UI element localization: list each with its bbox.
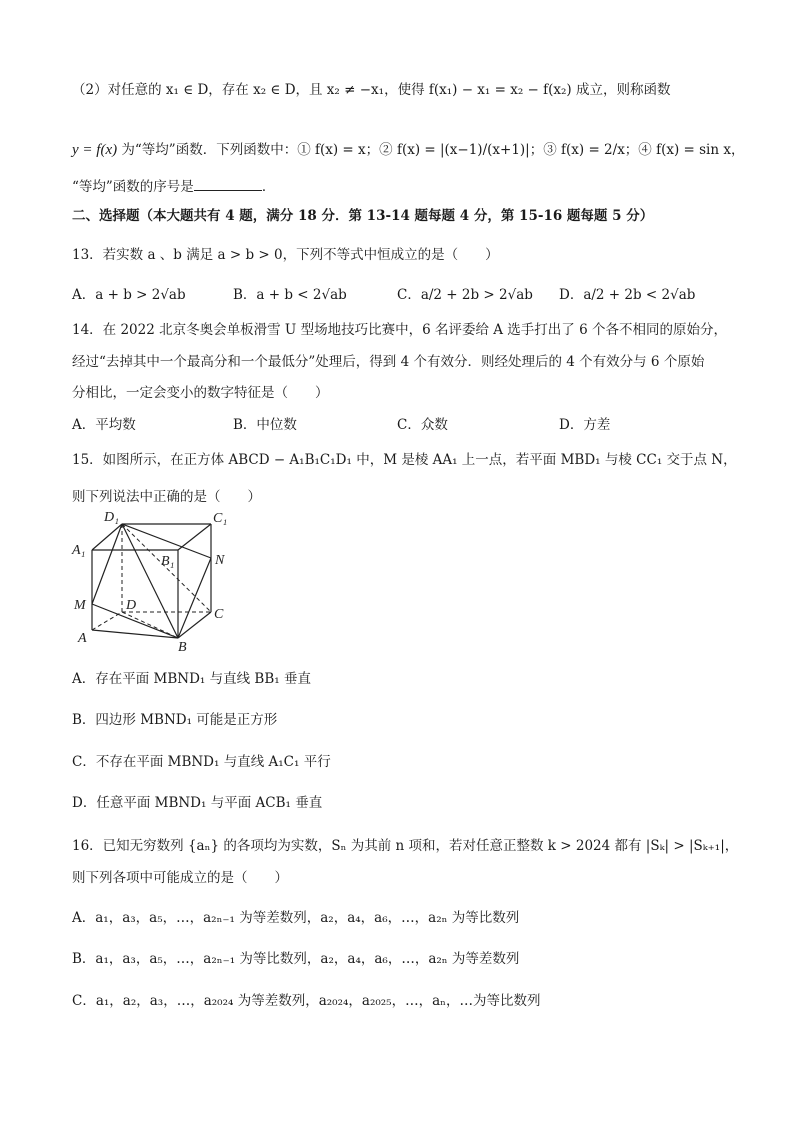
q14-option-c[interactable]: C．众数 [397,417,448,433]
segment-d1m [92,524,122,604]
q14-line1: 14．在 2022 北京冬奥会单板滑雪 U 型场地技巧比赛中，6 名评委给 A 选手打出了 6 个各不相同的原始分， [72,322,727,338]
q16-option-a[interactable]: A．a₁，a₃，a₅，…，a₂ₙ₋₁ 为等差数列，a₂，a₄，a₆，…，a₂ₙ 为等比数列 [72,910,520,926]
label-b1: B₁ [161,554,175,569]
label-m: M [74,598,86,613]
label-b: B [178,640,187,653]
q14-line3: 分相比，一定会变小的数字特征是（ ） [72,385,329,401]
label-c1: C₁ [213,511,228,526]
edge-ad-hidden [92,612,122,630]
segment-nb [178,558,211,638]
label-n: N [215,553,225,568]
q12-line3: “等均”函数的序号是 ． [72,179,276,195]
q13-stem: 13．若实数 a 、b 满足 a > b > 0，下列不等式中恒成立的是（ ） [72,247,499,263]
q12-line1: （2）对任意的 x₁ ∈ D，存在 x₂ ∈ D，且 x₂ ≠ −x₁，使得 f(x₁) − x₁ = x₂ − f(x₂) 成立，则称函数 [72,82,671,98]
edge-ab [92,630,178,638]
q12-answer-prompt: “等均”函数的序号是 [72,179,194,195]
q12-function-list: 为“等均”函数．下列函数中：① f(x) = x；② f(x) = |(x−1)/(x+1)|；③ f(x) = 2/x；④ f(x) = sin x， [121,142,745,158]
q14-line2: 经过“去掉其中一个最高分和一个最低分”处理后，得到 4 个有效分．则经处理后的 4 个有效分与 6 个原始 [72,354,705,370]
cube-figure [68,508,238,653]
label-a1: A₁ [72,543,86,558]
q16-line1: 16．已知无穷数列 {aₙ} 的各项均为实数，Sₙ 为其前 n 项和，若对任意正整数 k > 2024 都有 |Sₖ| > |Sₖ₊₁|， [72,838,739,854]
q14-option-b[interactable]: B．中位数 [233,417,297,433]
label-a: A [78,631,87,646]
q13-option-d[interactable]: D．a/2 + 2b < 2√ab [559,287,696,303]
q15-line1: 15．如图所示，在正方体 ABCD − A₁B₁C₁D₁ 中，M 是棱 AA₁ 上一点，若平面 MBD₁ 与棱 CC₁ 交于点 N， [72,452,737,468]
q13-option-c[interactable]: C．a/2 + 2b > 2√ab [397,287,533,303]
q16-line2: 则下列各项中可能成立的是（ ） [72,870,288,886]
q13-option-a[interactable]: A．a + b > 2√ab [72,287,186,303]
q15-option-b[interactable]: B．四边形 MBND₁ 可能是正方形 [72,712,278,728]
q12-function-notation: y = f(x) [72,142,118,158]
q13-option-b[interactable]: B．a + b < 2√ab [233,287,347,303]
q15-option-d[interactable]: D．任意平面 MBND₁ 与平面 ACB₁ 垂直 [72,795,323,811]
q12-line2 [72,138,744,159]
answer-blank[interactable] [194,178,262,191]
edge-b1c1 [178,524,211,550]
q14-option-d[interactable]: D．方差 [559,417,611,433]
q15-option-a[interactable]: A．存在平面 MBND₁ 与直线 BB₁ 垂直 [72,671,311,687]
q14-option-a[interactable]: A．平均数 [72,417,136,433]
segment-d1n [122,524,211,558]
q16-option-c[interactable]: C．a₁，a₂，a₃，…，a₂₀₂₄ 为等差数列，a₂₀₂₄，a₂₀₂₅，…，aₙ，…为等比数列 [72,993,541,1009]
q16-option-b[interactable]: B．a₁，a₃，a₅，…，a₂ₙ₋₁ 为等比数列，a₂，a₄，a₆，…，a₂ₙ 为等差数列 [72,951,520,967]
q15-line2: 则下列说法中正确的是（ ） [72,489,261,505]
label-d1: D₁ [104,510,119,525]
q15-option-c[interactable]: C．不存在平面 MBND₁ 与直线 A₁C₁ 平行 [72,754,331,770]
label-c: C [214,607,224,622]
label-d: D [126,598,137,613]
segment-d1b [122,524,178,638]
section-heading: 二、选择题（本大题共有 4 题，满分 18 分．第 13-14 题每题 4 分，第 15-16 题每题 5 分） [72,208,654,224]
